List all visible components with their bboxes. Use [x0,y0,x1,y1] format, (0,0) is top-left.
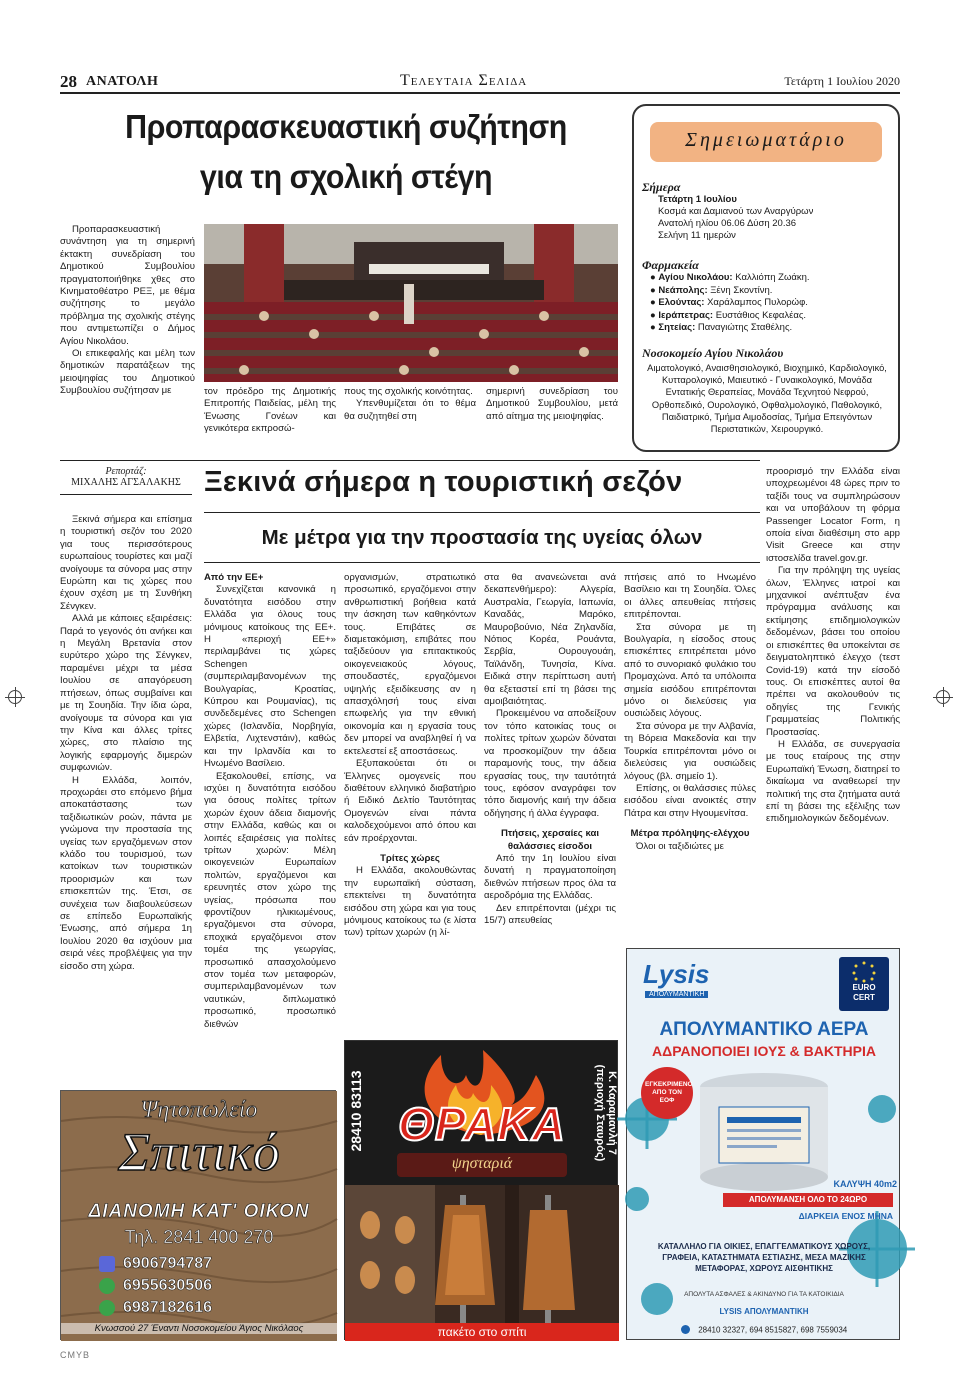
article2-paragraph: Όλοι οι ταξιδιώτες με [636,840,724,852]
article2-paragraph: Εξακολουθεί, επίσης, να ισχύει η δυνατότητα εισόδου για όσους πολίτες τρίτων χωρών έχουν άδεια διαμονής στην Ελλάδα, καθώς και οι λοιπές εξαιρέσεις για πολίτες τρίτων χωρών: Μέλη οικογενειών Ευρωπαίων πολιτών, εργαζόμενοι και ερευνητές στον χώρο της υγείας, πρόσωπα που φροντίζουν ηλικιωμένους, εργαζόμενοι στα σύνορα, εποχικά εργαζόμενοι στον τομέα της γεωργίας, προσωπικό απασχολούμενο στον τομέα των μεταφορών, συμπεριλαμβανομένων των ναυτικών, διπλωματικό προσωπικό, προσωπικό διεθνών [204,770,336,1030]
eurocert-line1: EURO [852,983,876,992]
contact-row [627,1321,901,1339]
article1-paragraph: σημερινή συνεδρίαση του Δημοτικού Συμβουλίου, μετά από αίτημα της μειοψηφίας. [486,386,618,422]
eof-badge-text: ΕΓΚΕΚΡΙΜΕΝΟ ΑΠΟ ΤΟΝ ΕΟΦ [645,1081,693,1104]
thraka-name: ΘΡΑΚΑ [398,1098,566,1150]
article2-column-4 [624,572,756,892]
article2-paragraph: Αλλά με κάποιες εξαιρέσεις: Παρά το γεγονός ότι ανήκει και η Μεγάλη Βρετανία στον ευρύτερο χώρο της Σένγκεν, παραμένει μέχρι τα μέσα Ιουλίου σε απαγόρευση πτήσεων, όπως συμβαίνει και με τη Σουηδία. Την ίδια ώρα, ανοίγουμε τα σύνορα και για την Κίνα και άλλες τρίτες χώρες, στο πλαίσιο της λογικής εφαρμογής διμερών συμφωνιών. [60,613,192,774]
registration-mark-left [8,690,22,704]
page-number: 28 [60,72,77,91]
thraka-address: Κ. Καραμανλή 7 (περιοχή Σταυρός) [594,1064,618,1162]
today-block [658,194,894,242]
article1-column-3 [344,386,476,446]
article2-paragraph: Στα σύνορα με τη Βουλγαρία, η είσοδος στους επισκέπτες επιτρέπεται μόνο από το συνοριακό φυλάκιο του Προμαχώνα. Από τα υπόλοιπα σημεία εισόδου επιτρέπονται μόνο οι διελεύσεις για ουσιώδεις λόγους. [624,621,756,720]
tourism-headline: Ξεκινά σήμερα η τουριστική σεζόν [204,466,683,498]
phone-icon [681,1325,690,1334]
article2-paragraph: πτήσεις από το Ηνωμένο Βασίλειο και τη Σουηδία. Όλες οι άλλες απευθείας πτήσεις επιτρέπονται. [624,572,756,621]
article-school-housing [60,100,620,452]
pharmacy-item: ● Αγίου Νικολάου: Καλλιόπη Ζωάκη. [650,272,810,283]
lysis-headline: ΑΠΟΛΥΜΑΝΤΙΚΟ ΑΕΡΑ [659,1019,869,1040]
ad-thraka [344,1040,618,1340]
pharmacy-item: ● Ιεράπετρας: Ευστάθιος Κεφαλέας. [650,309,807,321]
spitiko-phone: Τηλ. 2841 400 270 [124,1227,274,1247]
article1-paragraph: πους της σχολικής κοινότητας. [344,386,473,397]
eurocert-line2: CERT [853,993,875,1002]
company-name: LYSIS ΑΠΟΛΥΜΑΝΤΙΚΗ [719,1307,809,1316]
article-headline-2: για τη σχολική στέγη [199,158,493,195]
article2-paragraph: Ξεκινά σήμερα και επίσημα η τουριστική σεζόν του 2020 για τους περισσότερους ευρωπαίους τουρίστες και μαζί ανοίγουμε τα σύνορα μας στην Ευρώπη και τις χώρες που έχουν σχέση με τη Συνθήκη Σένγκεν. [60,514,192,612]
report-label: Ρεπορτάζ: [105,466,147,477]
reporter-name: ΜΙΧΑΛΗΣ ΑΓΣΑΛΑΚΗΣ [71,477,181,488]
spitiko-name: Σπιτικό [118,1122,280,1182]
coverage-label: ΚΑΛΥΨΗ 40m2 [833,1179,897,1189]
lysis-contacts: 28410 32327, 694 8515827, 698 7559034 [698,1325,848,1335]
thraka-footer-text: πακέτο στο σπίτι [437,1325,527,1339]
lysis-brand-sub: ΑΠΟΛΥΜΑΝΤΙΚΗ [645,991,708,998]
lysis-brand: Lysis [643,959,710,989]
article2-paragraph: Επίσης, οι θαλάσσιες πύλες εισόδου είναι ανοικτές στην Πάτρα και στην Ηγουμενίτσα. [624,782,756,819]
disinfection-label [723,1193,893,1207]
cmyk-marks [60,1350,90,1360]
today-date: Τετάρτη 1 Ιουλίου [658,194,737,205]
thraka-footer [345,1323,619,1341]
mobile-row [99,1253,299,1275]
article2-paragraph: οργανισμών, στρατιωτικό προσωπικό, εργαζόμενοι στην ανθρωπιστική βοήθεια κατά την άσκηση των καθηκόντων τους. Επιβάτες σε διαμετακόμιση, επιβάτες που ταξιδεύουν για επιτακτικούς οικογενειακούς λόγους, σπουδαστές, εργαζόμενοι υψηλής εξειδίκευσης αν η απασχόλησή τους είναι επωφελής για την εθνική οικονομία και η εργασία τους δεν μπορεί να αναβληθεί ή να εκτελεστεί εξ αποστάσεως. [344,572,476,757]
spitiko-delivery: ΔΙΑΝΟΜΗ ΚΑΤ' ΟΙΚΟΝ [88,1201,310,1222]
article2-paragraph: Στα σύνορα με την Αλβανία, τη Βόρεια Μακεδονία και την Τουρκία επιτρέπονται μόνο οι διελεύσεις για ουσιώδεις λόγους (βλ. σημείο 1). [624,720,756,782]
safety-text: ΑΠΟΛΥΤΑ ΑΣΦΑΛΕΣ & ΑΚΙΝΔΥΝΟ ΓΙΑ ΤΑ ΚΑΤΟΙΚΙΔΙΑ [684,1291,844,1298]
lysis-logo [639,959,729,1003]
article2-paragraph: Εξυπακούεται ότι οι Έλληνες ομογενείς που διαθέτουν ελληνικό διαβατήριο ή Ειδικό Δελτίο Ταυτότητας Ομογενών είναι πάντα καλοδεχούμενοι από όπου και εάν προέρχονται. [344,758,476,844]
eu-stars-icon [839,959,889,983]
spitiko-top: Ψητοπωλείο [140,1097,258,1123]
phone-icon [99,1300,115,1316]
ad-lysis [626,948,900,1340]
eof-badge [641,1067,693,1119]
today-saints: Κοσμά και Δαμιανού των Αναργύρων [658,206,814,217]
pharmacies-list [650,272,894,335]
lysis-subheadline: ΑΔΡΑΝΟΠΟΙΕΙ ΙΟΥΣ & ΒΑΚΤΗΡΙΑ [652,1043,876,1059]
thraka-phone: 28410 83113 [348,1070,364,1152]
article1-paragraph: Υπενθυμίζεται ότι το θέμα θα συζητηθεί στη [344,398,476,422]
registration-mark-right [936,690,950,704]
headline-rule [204,512,760,513]
mobile-number: 6906794787 [123,1255,212,1272]
subheadline-rule [204,562,760,563]
pharmacy-item: ● Σητείας: Παναγιώτης Σταθέλης. [650,322,793,333]
duration-label: ΔΙΑΡΚΕΙΑ ΕΝΟΣ ΜΗΝΑ [798,1211,893,1221]
mobile-row [99,1275,299,1297]
gyros-photo [345,1185,619,1323]
uses-text: ΚΑΤΑΛΛΗΛΟ ΓΙΑ ΟΙΚΙΕΣ, ΕΠΑΓΓΕΛΜΑΤΙΚΟΥΣ ΧΩΡΟΥΣ, ΓΡΑΦΕΙΑ, ΚΑΤΑΣΤΗΜΑΤΑ ΕΣΤΙΑΣΗΣ, ΜΕΣΑ ΜΑΖΙΚΗΣ ΜΕΤΑΦΟΡΑΣ, ΧΩΡΟΥΣ ΑΙΣΘΗΤΙΚΗΣ [657,1242,871,1273]
mobile-row [99,1297,299,1319]
article2-subheading: Από την ΕΕ+ [204,572,264,583]
article2-paragraph: Για την πρόληψη της υγείας όλων, Έλληνες ιατροί και μηχανικοί ανέπτυξαν ένα πρόγραμμα ανάλυσης και εκτίμησης επιδημιολογικών δεδομένων, βάσει του οποίου οι επισκέπτες θα υποκείνται σε δειγματοληπτικό έλεγχο (τεστ Covid-19) κατά την είσοδό τους. Οι επισκέπτες αυτοί θα πρέπει να ακολουθούν τις οδηγίες της Γενικής Γραμματείας Πολιτικής Προστασίας. [766,565,900,738]
byline [60,466,192,488]
article2-paragraph: Από την 1η Ιουλίου είναι δυνατή η πραγματοποίηση διεθνών πτήσεων προς όλα τα αεροδρόμια της Ελλάδας. [484,852,616,902]
article2-column-2 [344,572,476,1034]
disinfection-text: ΑΠΟΛΥΜΑΝΣΗ ΟΛΟ ΤΟ 24ΩΡΟ [748,1195,868,1204]
article2-paragraph: Δεν επιτρέπονται (μέχρι τις 15/7) απευθείας [484,902,616,926]
pharmacy-item: ● Ελούντας: Χαράλαμπος Πυλορώφ. [650,297,808,308]
article2-column-3 [484,572,616,1034]
article1-column-4 [486,386,618,446]
cmyk-label: CMYB [60,1350,91,1360]
article2-paragraph: Η Ελλάδα, λοιπόν, προχωράει στο επόμενο βήμα αποκατάστασης των ταξιδιωτικών ροών, πάντα με γνώμονα την προστασία της υγείας των εργαζόμενων στον κλάδο του τουρισμού, των κατοίκων των τουριστικών προορισμών και των επισκεπτών της. Έτσι, σε συνέχεια των διαβουλεύσεων σε επίπεδο Ευρωπαϊκής Ένωσης, από σήμερα 1η Ιουλίου 2020 θα ισχύουν μια σειρά νέες προβλέψεις για την είσοδο στη χώρα. [60,774,192,972]
phone-icon [99,1278,115,1294]
article1-paragraph: Προπαρασκευαστική συνάντηση για τη σημερινή έκτακτη συνεδρίαση του Δημοτικού Συμβουλίου πραγματοποιήθηκε χθες στο Κινηματοθέατρο ΡΕΞ, με θέμα συζήτησης το μεγάλο πρόβλημα της σχολικής στέγης που αντιμετωπίζει ο Δήμος Αγίου Νικολάου. [60,224,195,347]
notebook-title: Σημειωματάριο [685,129,847,151]
viber-icon [99,1256,115,1272]
article1-column-1 [60,224,195,454]
mobile-number: 6955630506 [123,1277,212,1294]
thraka-tagline: ψησταριά [451,1155,513,1172]
hospital-heading: Νοσοκομείο Αγίου Νικολάου [642,346,784,360]
ad-spitiko [60,1090,336,1340]
article1-column-2 [204,386,336,446]
thraka-tagline-band [397,1153,567,1177]
article2-paragraph: Προκειμένου να αποδείξουν τον τόπο κατοικίας τους οι πολίτες τρίτων χωρών δύναται να προσκομίζουν την άδεια παραμονής τους, την άδεια εργασίας τους, την ταυτότητά τους, εφόσον αναγράφει τον τόπο διαμονής καιή την άδεια οδήγησης ή άλλα έγγραφα. [484,708,616,819]
article2-paragraph: στα θα ανανεώνεται ανά δεκαπενθήμερο): Αλγερία, Αυστραλία, Γεωργία, Ιαπωνία, Καναδάς, Μαρόκο, Μαυροβούνιο, Νέα Ζηλανδία, Νότιος Κορέα, Ρουάντα, Σερβία, Ουρουγουάη, Ταϊλάνδη, Τυνησία, Κίνα. Ειδικά στην περίπτωση αυτή θα εξεταστεί επί τη βάσει της αμοιβαιότητας. [484,572,616,708]
article-headline-1: Προπαρασκευαστική συζήτηση [125,108,567,145]
today-heading: Σήμερα [642,180,681,194]
today-moon: Σελήνη 11 ημερών [658,230,736,241]
pharmacies-heading: Φαρμακεία [642,258,699,272]
today-sun: Ανατολή ηλίου 06.06 Δύση 20.36 [658,218,797,229]
hospital-text: Αιματολογικό, Αναισθησιολογικό, Βιοχημικό, Καρδιολογικό, Κυτταρολογικό, Μαιευτικό - Γυναικολογικό, Μονάδα Εντατικής Θεραπείας, Μονάδα Τεχνητού Νεφρού, Ορθοπεδικό, Ουρολογικό, Οφθαλμολογικό, Παθολογικό, Παιδιατρικό, Τμήμα Αιμοδοσίας, Τμήμα Επειγόντων Περιστατικών, Χειρουργικό. [647,363,887,435]
section-name: Τελευταια Σελιδα [400,72,528,89]
mobile-number: 6987182616 [123,1299,212,1316]
notebook-box [632,104,900,452]
issue-date: Τετάρτη 1 Ιουλίου 2020 [784,74,900,88]
notebook-title-banner [650,122,882,162]
article2-subheading: Τρίτες χώρες [380,852,440,864]
paper-name: ΑΝΑΤΟΛΗ [86,74,159,89]
meeting-photo [204,224,618,380]
eurocert-badge [839,957,889,1011]
article1-paragraph: Οι επικεφαλής και μέλη των δημοτικών παρατάξεων της μειοψηφίας του Δημοτικού Συμβουλίου συζήτησαν με [60,348,195,397]
article2-subheading: Πτήσεις, χερσαίες και θαλάσσιες είσοδοι [500,828,600,852]
product-jar-image [689,1067,839,1197]
byline-rule [60,494,192,495]
page-header [60,70,900,92]
article2-subheading: Μέτρα πρόληψης-ελέγχου [630,828,750,840]
article1-paragraph: τον πρόεδρο της Δημοτικής Επιτροπής Παιδείας, μέλη της Ένωσης Γονέων και γενικότερα εκπροσώ- [204,386,336,435]
article2-left-column [60,514,192,1080]
pharmacy-item: ● Νεάπολης: Ξένη Σκοντίνη. [650,284,773,296]
article2-paragraph: Η Ελλάδα, ακολουθώντας την ευρωπαϊκή σύσταση, επεκτείνει τη δυνατότητα εισόδου στη χώρα και για τους μόνιμους κατοίκους τω (ε λίστα των) τρίτων χωρών (η λί- [344,865,476,939]
article2-column-1 [204,572,336,1030]
article2-top-rule [60,460,760,461]
article2-paragraph: Η Ελλάδα, σε συνεργασία με τους εταίρους της στην Ευρωπαϊκή Ένωση, διατηρεί το δικαίωμα να αναθεωρεί την πολιτική της στα ζητήματα αυτά επί τη βάσει της εξέλιξης των επιδημιολογικών δεδομένων. [766,738,900,825]
header-rule [60,92,900,94]
tourism-subheadline: Με μέτρα για την προστασία της υγείας όλων [261,526,703,549]
article2-paragraph: προορισμό την Ελλάδα είναι υποχρεωμένοι 48 ώρες πριν το ταξίδι τους να συμπληρώσουν και να υποβάλουν τη φόρμα Passenger Locator Form, η οποία είναι διαθέσιμη στο app Visit Greece και στην ιστοσελίδα travel.gov.gr. [766,466,900,564]
spitiko-address: Κνωσσού 27 Έναντι Νοσοκομείου Άγιος Νικόλαος [61,1323,337,1334]
article2-paragraph: Συνεχίζεται κανονικά η δυνατότητα εισόδου στην Ελλάδα για όλους τους μόνιμους κατοίκους της ΕΕ+. Η «περιοχή ΕΕ+» περιλαμβάνει τις χώρες Schengen (συμπεριλαμβανομένων της Βουλγαρίας, Κροατίας, Κύπρου και Ρουμανίας), τις συνδεδεμένες στο Schengen χώρες (Ισλανδία, Νορβηγία, Ελβετία, Λιχτενστάιν), καθώς και την Ιρλανδία και το Ηνωμένο Βασίλειο. [204,584,336,770]
article2-column-5 [766,466,900,890]
spitiko-mobiles [99,1253,299,1319]
